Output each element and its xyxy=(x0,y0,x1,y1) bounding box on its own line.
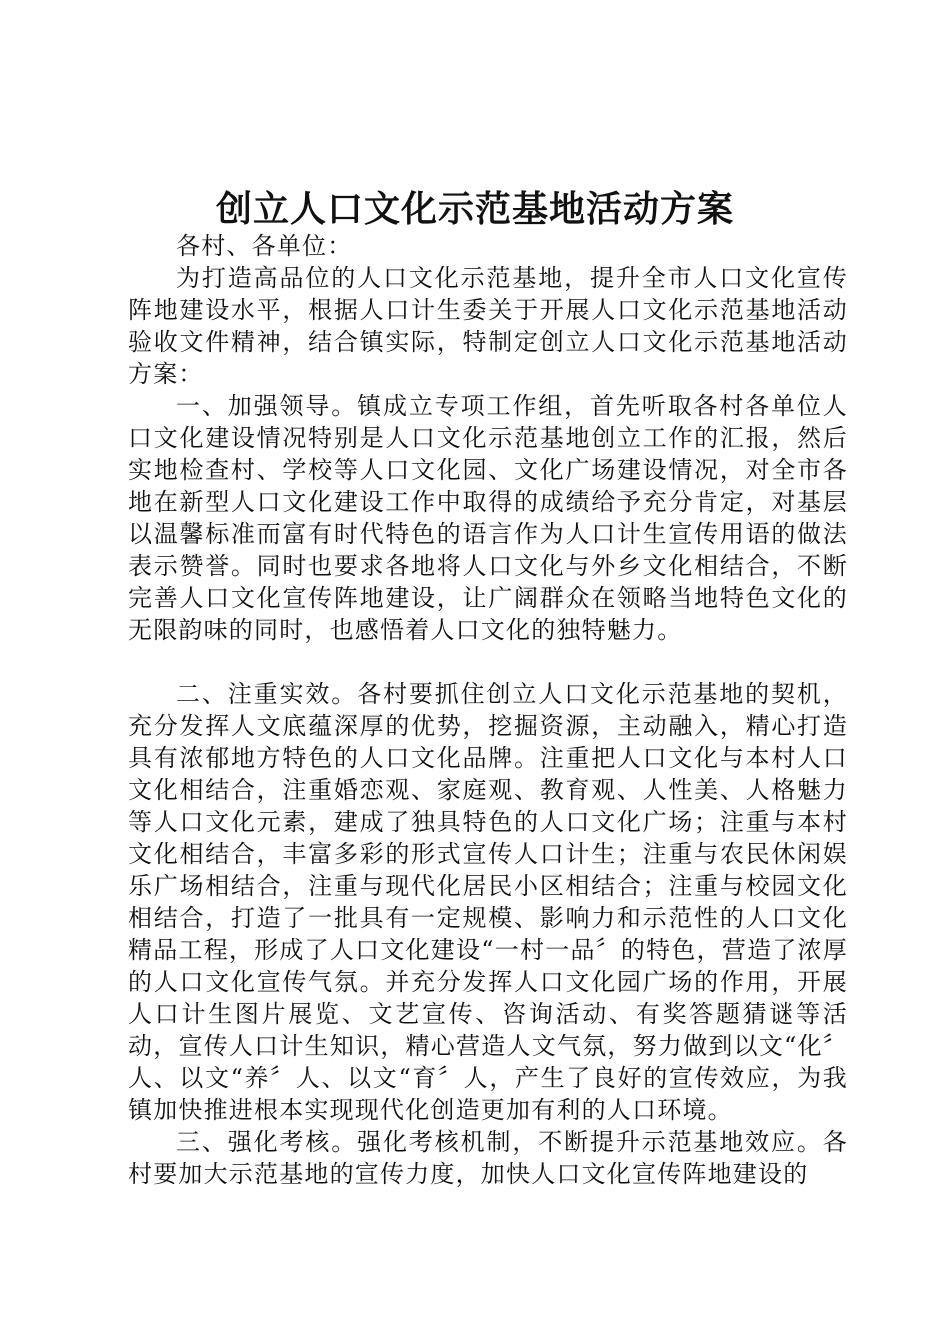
document-body xyxy=(128,230,848,1190)
paragraph-section-1: 一、加强领导。镇成立专项工作组，首先听取各村各单位人口文化建设情况特别是人口文化示范基地创立工作的汇报，然后实地检查村、学校等人口文化园、文化广场建设情况，对全市各地在新型人口文化建设工作中取得的成绩给予充分肯定，对基层以温馨标准而富有时代特色的语言作为人口计生宣传用语的做法表示赞誉。同时也要求各地将人口文化与外乡文化相结合，不断完善人口文化宣传阵地建设，让广阔群众在领略当地特色文化的无限韵味的同时，也感悟着人口文化的独特魅力。 xyxy=(128,392,848,644)
paragraph-section-2: 二、注重实效。各村要抓住创立人口文化示范基地的契机，充分发挥人文底蕴深厚的优势，挖掘资源，主动融入，精心打造具有浓郁地方特色的人口文化品牌。注重把人口文化与本村人口文化相结合，注重婚恋观、家庭观、教育观、人性美、人格魅力等人口文化元素，建成了独具特色的人口文化广场；注重与本村文化相结合，丰富多彩的形式宣传人口计生；注重与农民休闲娱乐广场相结合，注重与现代化居民小区相结合；注重与校园文化相结合，打造了一批具有一定规模、影响力和示范性的人口文化精品工程，形成了人口文化建设“一村一品〞的特色，营造了浓厚的人口文化宣传气氛。并充分发挥人口文化园广场的作用，开展人口计生图片展览、文艺宣传、咨询活动、有奖答题猜谜等活动，宣传人口计生知识，精心营造人文气氛，努力做到以文“化〞人、以文“养〞人、以文“育〞人，产生了良好的宣传效应，为我镇加快推进根本实现现代化创造更加有利的人口环境。 xyxy=(128,680,848,1124)
paragraph-section-3: 三、强化考核。强化考核机制，不断提升示范基地效应。各村要加大示范基地的宣传力度，加快人口文化宣传阵地建设的 xyxy=(128,1128,848,1188)
salutation: 各村、各单位： xyxy=(176,232,353,260)
document-title: 创立人口文化示范基地活动方案 xyxy=(215,189,734,230)
paragraph-intro: 为打造高品位的人口文化示范基地，提升全市人口文化宣传阵地建设水平，根据人口计生委关于开展人口文化示范基地活动验收文件精神，结合镇实际，特制定创立人口文化示范基地活动方案： xyxy=(128,264,848,388)
